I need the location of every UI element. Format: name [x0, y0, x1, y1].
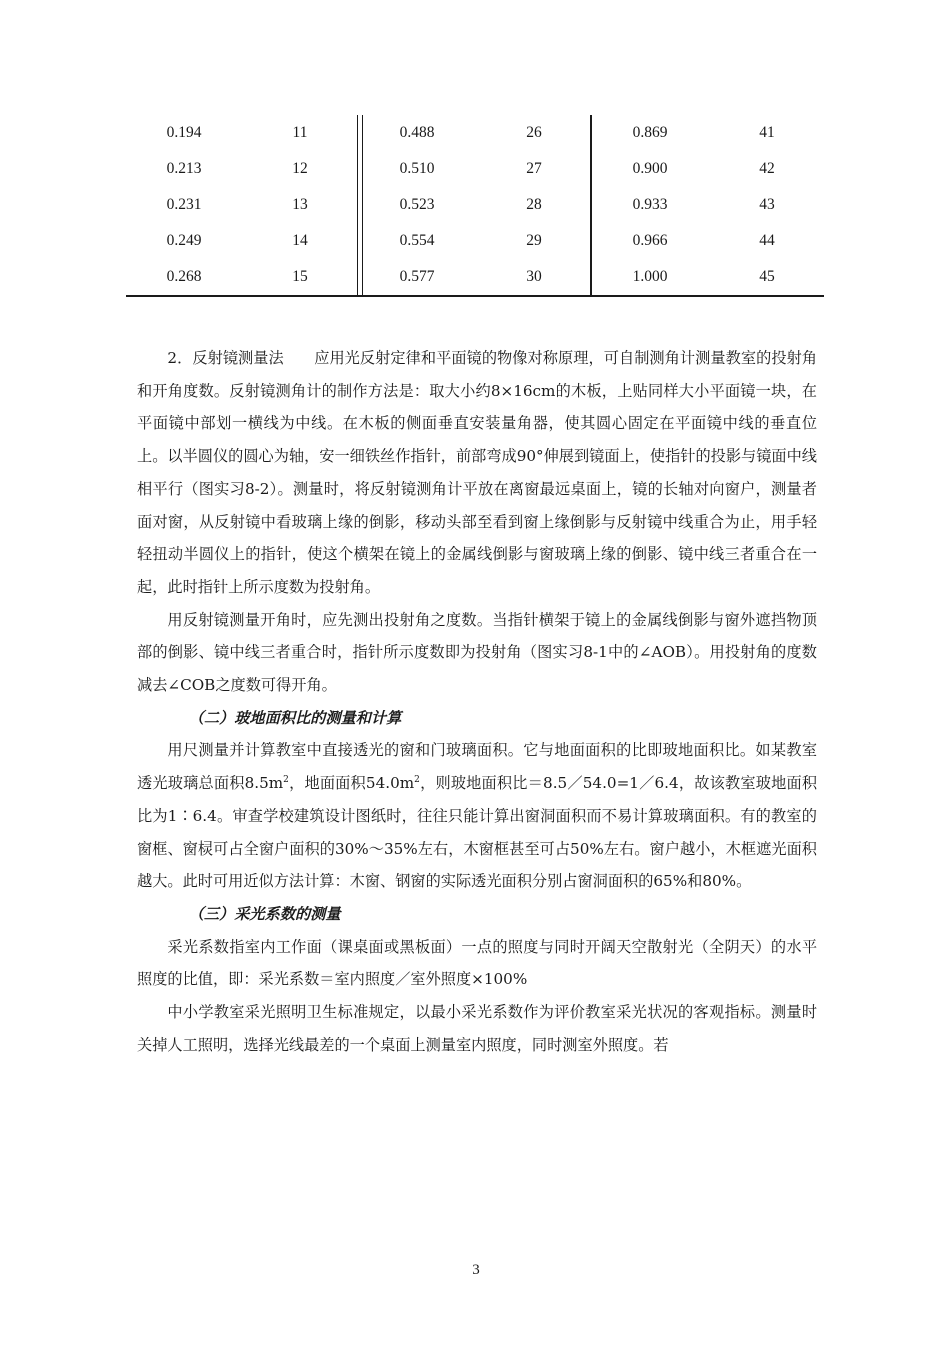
section-2-paragraph: [137, 342, 817, 604]
table-cell: 30: [526, 268, 542, 285]
table-cell: 0.900: [632, 160, 668, 177]
table-bottom-rule: [126, 295, 824, 297]
table-cell: 13: [292, 196, 308, 213]
body-text: [137, 342, 817, 1061]
table-row: [126, 223, 824, 259]
table-cell: 45: [759, 268, 775, 285]
conversion-table: [126, 115, 824, 297]
heading-glass-floor-ratio: （二）玻地面积比的测量和计算: [188, 708, 402, 727]
table-cell: 26: [526, 124, 542, 141]
table-cell: 42: [759, 160, 775, 177]
glass-floor-text-b: ，地面面积54.0m: [288, 774, 415, 793]
table-cell: 0.933: [632, 196, 668, 213]
superscript: 2: [414, 775, 420, 786]
table-cell: 28: [526, 196, 542, 213]
table-cell: 0.213: [166, 160, 202, 177]
table-cell: 0.966: [632, 232, 668, 249]
table-cell: 0.249: [166, 232, 202, 249]
table-cell: 27: [526, 160, 542, 177]
daylight-paragraph-1: 采光系数指室内工作面（课桌面或黑板面）一点的照度与同时开阔天空散射光（全阴天）的水平照度的比值，即：采光系数＝室内照度／室外照度×100%: [137, 937, 817, 989]
daylight-paragraph-2: 中小学教室采光照明卫生标准规定，以最小采光系数作为评价教室采光状况的客观指标。测量时关掉人工照明，选择光线最差的一个桌面上测量室内照度，同时测室外照度。若: [137, 1003, 817, 1054]
glass-floor-paragraph: [137, 734, 817, 898]
table-row: [126, 259, 824, 295]
table-cell: 0.231: [166, 196, 202, 213]
table-cell: 44: [759, 232, 775, 249]
glass-floor-text-a: 用尺测量并计算教室中直接透光的窗和门玻璃面积。它与地面面积的比即玻地面积比。如某教室透光玻璃总面积8.5m: [137, 741, 817, 793]
glass-floor-text-c: ，则玻地面积比＝8.5／54.0=1／6.4，故该教室玻地面积比为1∶6.4。审查学校建筑设计图纸时，往往只能计算出窗洞面积而不易计算玻璃面积。有的教室的窗框、窗棂可占全窗户面积的30%～35%左右，木窗框甚至可占50%左右。窗户越小，木框遮光面积越大。此时可用近似方法计算：木窗、钢窗的实际透光面积分别占窗洞面积的65%和80%。: [137, 774, 818, 891]
table-cell: 0.554: [399, 232, 435, 249]
table-row: [126, 115, 824, 151]
table-cell: 1.000: [632, 268, 668, 285]
table-row: [126, 151, 824, 187]
table-cell: 0.869: [632, 124, 668, 141]
table-cell: 0.577: [399, 268, 435, 285]
table-cell: 0.510: [399, 160, 435, 177]
page-number: 3: [472, 1262, 480, 1278]
table-cell: 14: [292, 232, 308, 249]
table-cell: 12: [292, 160, 308, 177]
table-cell: 0.268: [166, 268, 202, 285]
table-cell: 41: [759, 124, 775, 141]
table-cell: 11: [292, 124, 308, 141]
superscript: 2: [283, 775, 289, 786]
heading-daylight-factor: （三）采光系数的测量: [188, 904, 341, 923]
table-cell: 0.488: [399, 124, 435, 141]
table-row: [126, 187, 824, 223]
section-2-lead: 2．反射镜测量法: [167, 349, 284, 367]
table-cell: 15: [292, 268, 308, 285]
section-2-text: 应用光反射定律和平面镜的物像对称原理，可自制测角计测量教室的投射角和开角度数。反射镜测角计的制作方法是：取大小约8×16cm的木板，上贴同样大小平面镜一块，在平面镜中部划一横线为中线。在木板的侧面垂直安装量角器，使其圆心固定在平面镜中线的垂直位上。以半圆仪的圆心为轴，安一细铁丝作指针，前部弯成90°伸展到镜面上，使指针的投影与镜面中线相平行（图实习8-2）。测量时，将反射镜测角计平放在离窗最远桌面上，镜的长轴对向窗户，测量者面对窗，从反射镜中看玻璃上缘的倒影，移动头部至看到窗上缘倒影与反射镜中线重合为止，用手轻轻扭动半圆仪上的指针，使这个横架在镜上的金属线倒影与窗玻璃上缘的倒影、镜中线三者重合在一起，此时指针上所示度数为投射角。: [137, 349, 817, 596]
table-cell: 0.194: [166, 124, 202, 141]
section-2-paragraph-2: 用反射镜测量开角时，应先测出投射角之度数。当指针横架于镜上的金属线倒影与窗外遮挡物顶部的倒影、镜中线三者重合时，指针所示度数即为投射角（图实习8-1中的∠AOB）。用投射角的度数减去∠COB之度数可得开角。: [137, 610, 817, 695]
table-cell: 29: [526, 232, 542, 249]
table-cell: 43: [759, 196, 775, 213]
table-cell: 0.523: [399, 196, 435, 213]
